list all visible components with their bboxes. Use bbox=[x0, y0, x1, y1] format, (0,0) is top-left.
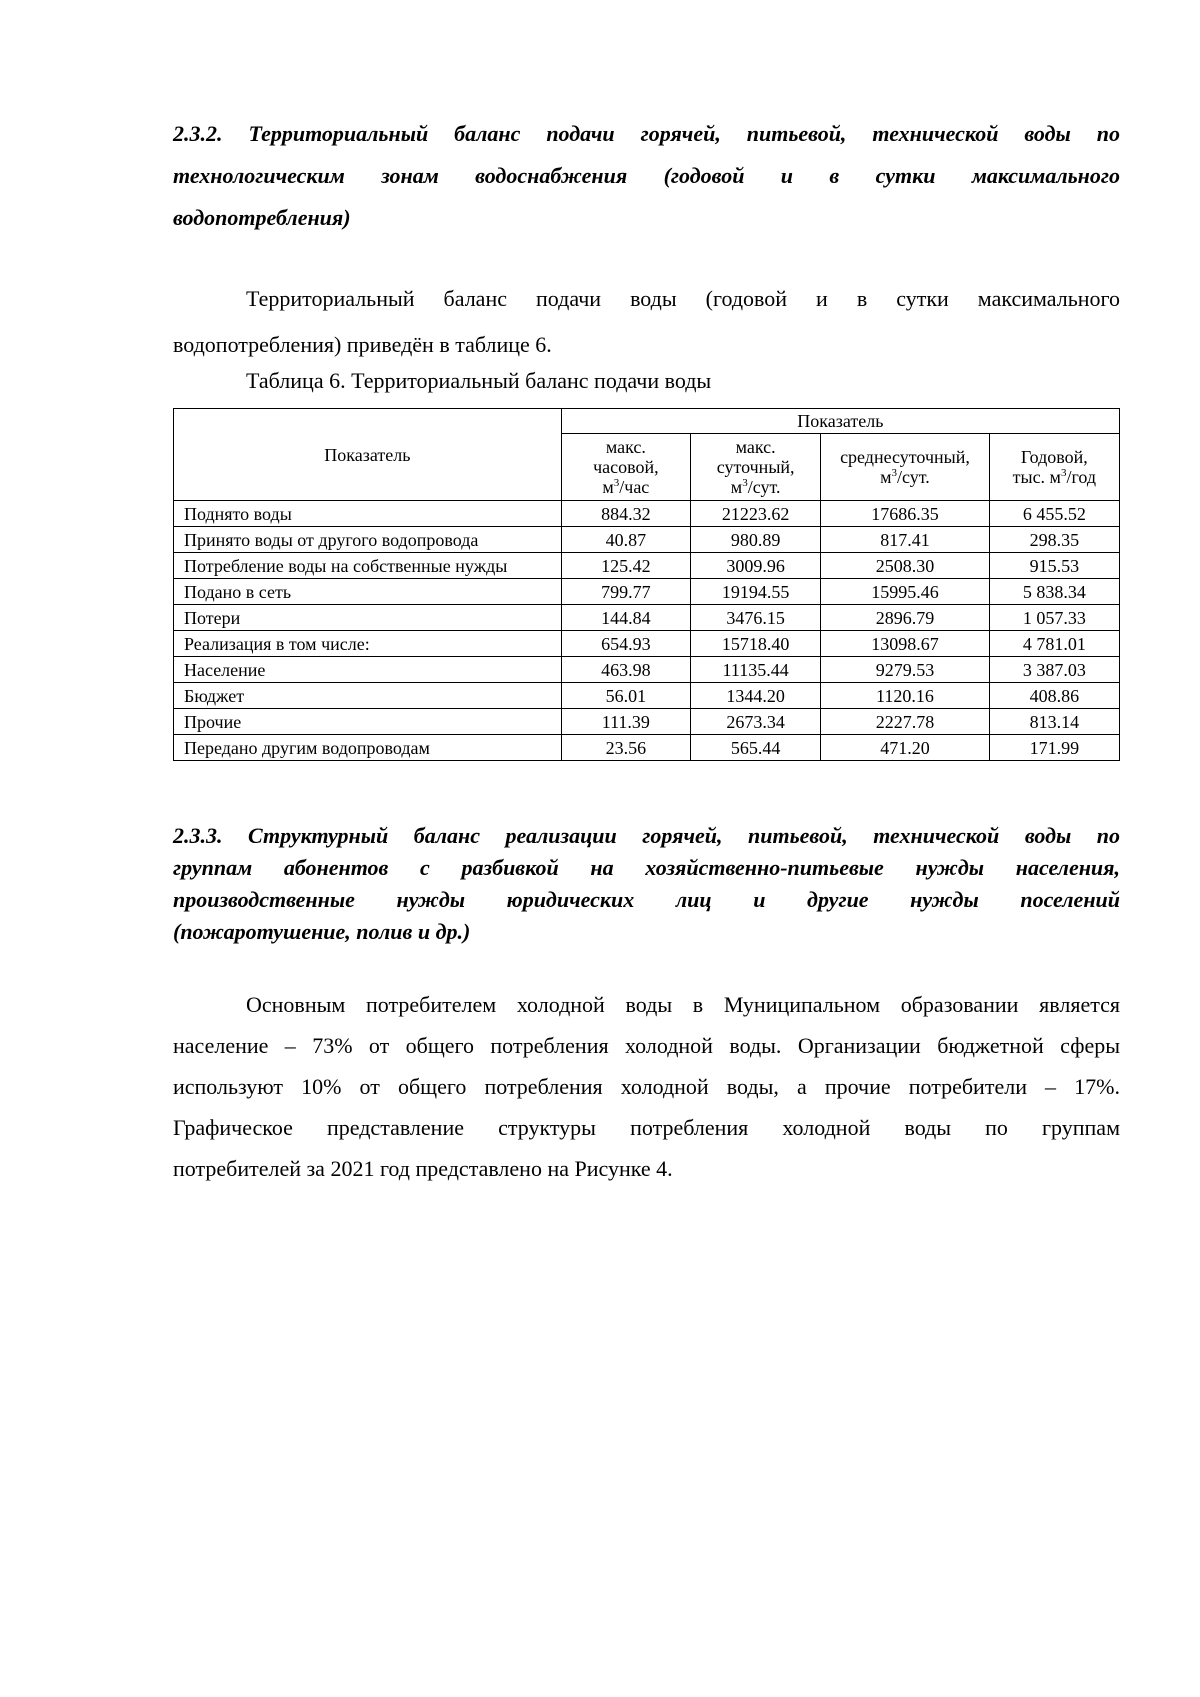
table-cell: 2508.30 bbox=[821, 553, 989, 579]
table-cell: 6 455.52 bbox=[989, 501, 1119, 527]
table-cell: 171.99 bbox=[989, 735, 1119, 761]
row-label: Прочие bbox=[174, 709, 562, 735]
table-cell: 3476.15 bbox=[690, 605, 820, 631]
row-label: Потери bbox=[174, 605, 562, 631]
table-row bbox=[174, 501, 1120, 527]
table-cell: 11135.44 bbox=[690, 657, 820, 683]
table-cell: 111.39 bbox=[561, 709, 690, 735]
table-row bbox=[174, 527, 1120, 553]
table-cell: 19194.55 bbox=[690, 579, 820, 605]
table-cell: 5 838.34 bbox=[989, 579, 1119, 605]
table-body bbox=[174, 501, 1120, 761]
table-cell: 463.98 bbox=[561, 657, 690, 683]
unit-exponent: 3 bbox=[613, 477, 620, 489]
table-cell: 144.84 bbox=[561, 605, 690, 631]
table-row bbox=[174, 605, 1120, 631]
unit-text: тыс. м bbox=[1012, 467, 1061, 487]
table-row bbox=[174, 553, 1120, 579]
table-cell: 408.86 bbox=[989, 683, 1119, 709]
column-header-line: Годовой, bbox=[1020, 447, 1088, 467]
row-label: Бюджет bbox=[174, 683, 562, 709]
table-row bbox=[174, 683, 1120, 709]
table-cell: 915.53 bbox=[989, 553, 1119, 579]
paragraph-line: население – 73% от общего потребления холодной воды. Организации бюджетной сферы bbox=[173, 1033, 1120, 1058]
column-header-line: макс. bbox=[735, 437, 776, 457]
table-cell: 980.89 bbox=[690, 527, 820, 553]
table-cell: 4 781.01 bbox=[989, 631, 1119, 657]
unit-exponent: 3 bbox=[1060, 467, 1067, 479]
table-cell: 799.77 bbox=[561, 579, 690, 605]
unit-text: м bbox=[730, 477, 743, 497]
table-cell: 813.14 bbox=[989, 709, 1119, 735]
table-row bbox=[174, 709, 1120, 735]
table-cell: 13098.67 bbox=[821, 631, 989, 657]
column-header bbox=[821, 434, 989, 501]
table-cell: 15995.46 bbox=[821, 579, 989, 605]
heading-line: водопотребления) bbox=[173, 205, 351, 230]
table-cell: 125.42 bbox=[561, 553, 690, 579]
row-label: Принято воды от другого водопровода bbox=[174, 527, 562, 553]
paragraph-line: потребителей за 2021 год представлено на Рисунке 4. bbox=[173, 1156, 673, 1181]
table-cell: 56.01 bbox=[561, 683, 690, 709]
table-row bbox=[174, 657, 1120, 683]
heading-line: технологическим зонам водоснабжения (годовой и в сутки максимального bbox=[173, 163, 1120, 188]
column-unit bbox=[731, 477, 781, 497]
consumption-paragraph bbox=[173, 984, 1120, 1189]
table-cell: 298.35 bbox=[989, 527, 1119, 553]
column-header-line: макс. bbox=[605, 437, 646, 457]
table-cell: 565.44 bbox=[690, 735, 820, 761]
table-row bbox=[174, 579, 1120, 605]
column-unit bbox=[880, 467, 930, 487]
table-cell: 2673.34 bbox=[690, 709, 820, 735]
heading-line: производственные нужды юридических лиц и другие нужды поселений bbox=[173, 887, 1120, 912]
table-cell: 15718.40 bbox=[690, 631, 820, 657]
column-header-line: часовой, bbox=[593, 457, 659, 477]
table-cell: 17686.35 bbox=[821, 501, 989, 527]
section-heading-2-3-2 bbox=[173, 113, 1120, 239]
table-cell: 2896.79 bbox=[821, 605, 989, 631]
paragraph-line: Территориальный баланс подачи воды (годовой и в сутки максимального bbox=[246, 286, 1120, 311]
row-label: Потребление воды на собственные нужды bbox=[174, 553, 562, 579]
unit-text: м bbox=[602, 477, 614, 497]
heading-line: группам абонентов с разбивкой на хозяйственно-питьевые нужды населения, bbox=[173, 855, 1120, 880]
table-cell: 1120.16 bbox=[821, 683, 989, 709]
table-row bbox=[174, 631, 1120, 657]
table-header-row bbox=[174, 409, 1120, 434]
table-caption: Таблица 6. Территориальный баланс подачи воды bbox=[246, 368, 712, 393]
table-cell: 884.32 bbox=[561, 501, 690, 527]
table-cell: 1344.20 bbox=[690, 683, 820, 709]
column-header bbox=[561, 434, 690, 501]
column-unit bbox=[1013, 467, 1096, 487]
paragraph-line: водопотребления) приведён в таблице 6. bbox=[173, 332, 552, 357]
table-row bbox=[174, 735, 1120, 761]
heading-line: 2.3.2. Территориальный баланс подачи горячей, питьевой, технической воды по bbox=[173, 121, 1120, 146]
table-cell: 3 387.03 bbox=[989, 657, 1119, 683]
heading-line: (пожаротушение, полив и др.) bbox=[173, 919, 471, 944]
row-label: Население bbox=[174, 657, 562, 683]
table-cell: 3009.96 bbox=[690, 553, 820, 579]
row-label: Подано в сеть bbox=[174, 579, 562, 605]
row-label: Поднято воды bbox=[174, 501, 562, 527]
header-indicator: Показатель bbox=[174, 409, 562, 501]
table-cell: 9279.53 bbox=[821, 657, 989, 683]
column-header bbox=[690, 434, 820, 501]
paragraph-line: Графическое представление структуры потребления холодной воды по группам bbox=[173, 1115, 1120, 1140]
unit-exponent: 3 bbox=[891, 467, 898, 479]
paragraph-line: Основным потребителем холодной воды в Муниципальном образовании является bbox=[246, 992, 1120, 1017]
row-label: Реализация в том числе: bbox=[174, 631, 562, 657]
table-cell: 40.87 bbox=[561, 527, 690, 553]
intro-paragraph bbox=[173, 276, 1120, 368]
header-group: Показатель bbox=[561, 409, 1119, 434]
unit-text: /сут. bbox=[897, 467, 930, 487]
row-label: Передано другим водопроводам bbox=[174, 735, 562, 761]
water-balance-table bbox=[173, 408, 1120, 761]
table-cell: 21223.62 bbox=[690, 501, 820, 527]
table-cell: 654.93 bbox=[561, 631, 690, 657]
column-unit bbox=[602, 477, 649, 497]
table-cell: 1 057.33 bbox=[989, 605, 1119, 631]
heading-line: 2.3.3. Структурный баланс реализации горячей, питьевой, технической воды по bbox=[173, 823, 1120, 848]
table-cell: 817.41 bbox=[821, 527, 989, 553]
column-header-line: среднесуточный, bbox=[840, 447, 970, 467]
table-cell: 471.20 bbox=[821, 735, 989, 761]
unit-text: м bbox=[880, 467, 892, 487]
table-cell: 23.56 bbox=[561, 735, 690, 761]
column-header-line: суточный, bbox=[716, 457, 795, 477]
unit-exponent: 3 bbox=[742, 477, 748, 489]
unit-text: /час bbox=[619, 477, 650, 497]
table-cell: 2227.78 bbox=[821, 709, 989, 735]
column-header bbox=[989, 434, 1119, 501]
unit-text: /сут. bbox=[747, 477, 781, 497]
section-heading-2-3-3 bbox=[173, 820, 1120, 948]
unit-text: /год bbox=[1066, 467, 1097, 487]
paragraph-line: используют 10% от общего потребления холодной воды, а прочие потребители – 17%. bbox=[173, 1074, 1120, 1099]
